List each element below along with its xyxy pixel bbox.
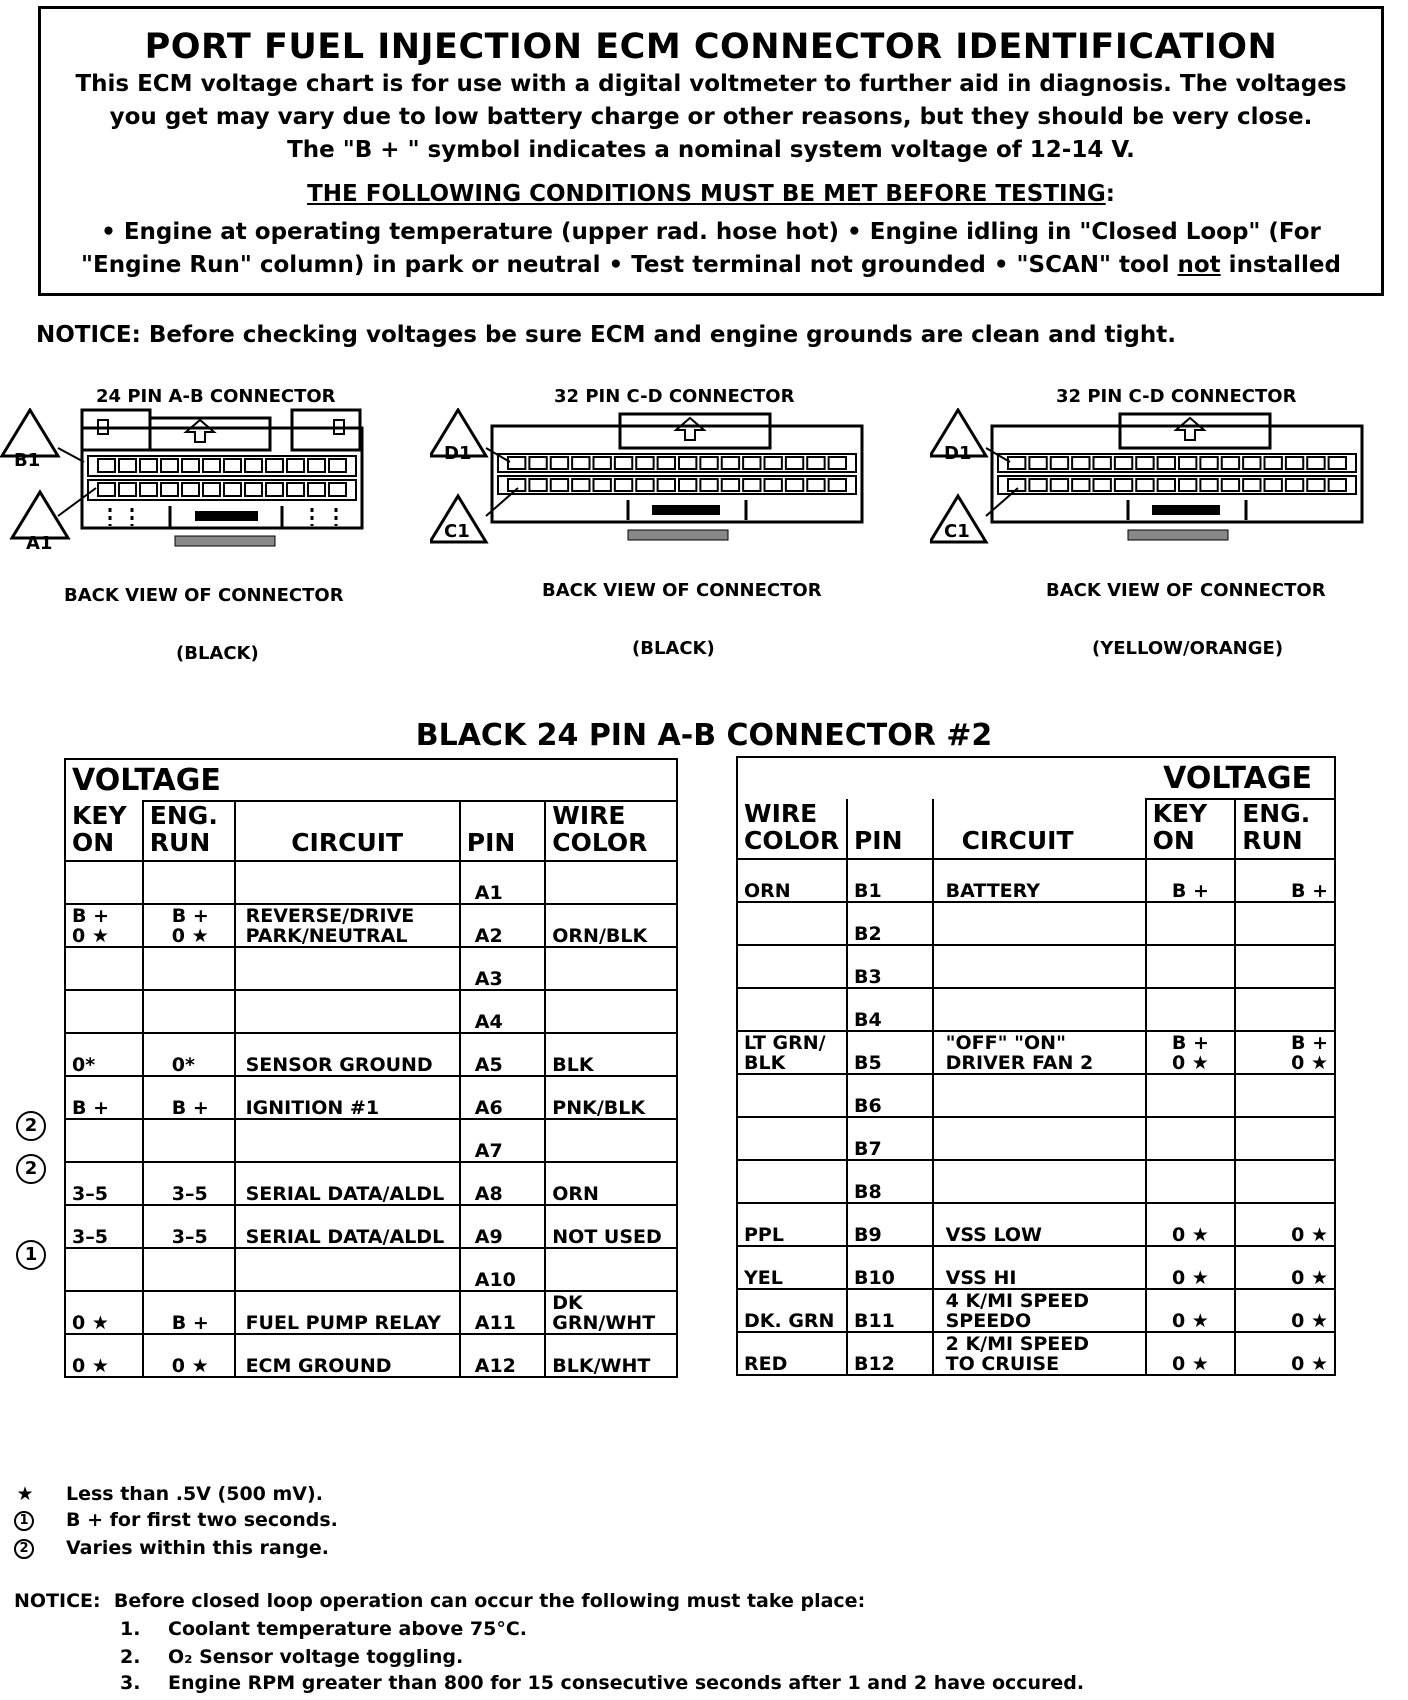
pin-cell: A6 [460, 1076, 546, 1119]
table-row [737, 1203, 1335, 1246]
pin-cavity [1222, 457, 1239, 469]
pin-cavity [1307, 479, 1324, 491]
pin-cavity [615, 479, 632, 491]
key-on-cell [65, 861, 143, 904]
wire-color-cell [737, 1117, 847, 1160]
pin-cavity [161, 459, 178, 472]
wire-color-cell: DK. GRN [737, 1289, 847, 1332]
key-on-cell: B + [65, 1076, 143, 1119]
eng-run-cell: 3–5 [143, 1162, 235, 1205]
pin-cavity [636, 479, 653, 491]
key-on-cell [1146, 902, 1236, 945]
circuit-cell [933, 1074, 1146, 1117]
notice-item-3-num: 3. [120, 1672, 141, 1694]
key-on-cell: 3–5 [65, 1205, 143, 1248]
pin-cavity [594, 479, 611, 491]
pin-cavity [224, 483, 241, 496]
pin-cell: A7 [460, 1119, 546, 1162]
intro-line-3: The "B + " symbol indicates a nominal system voltage of 12-14 V. [287, 137, 1135, 163]
table-row [65, 1033, 677, 1076]
pin-cavity [1051, 457, 1068, 469]
pin-cavity [245, 483, 262, 496]
pin-cavity [329, 483, 346, 496]
pin-cavity [700, 457, 717, 469]
connector-diagram-2 [430, 380, 900, 680]
key-on-cell: 0 ★ [1146, 1246, 1236, 1289]
table-row [737, 859, 1335, 902]
pin-cell: A10 [460, 1248, 546, 1291]
key-on-cell: 0 ★ [1146, 1203, 1236, 1246]
pin-cavity [308, 483, 325, 496]
circuit-cell: 2 K/MI SPEED TO CRUISE [933, 1332, 1146, 1375]
key-on-cell: 3–5 [65, 1162, 143, 1205]
pin-cavity [1029, 479, 1046, 491]
pin-cell: A11 [460, 1291, 546, 1334]
key-on-cell [65, 990, 143, 1033]
table-row [65, 1076, 677, 1119]
pin-cavity [203, 459, 220, 472]
wire-color-cell: BLK/WHT [545, 1334, 677, 1377]
table-row [737, 1031, 1335, 1074]
pin-cavity [1158, 457, 1175, 469]
header-eng-run: ENG. RUN [1235, 799, 1335, 859]
eng-run-cell [143, 1248, 235, 1291]
pin-cavity [224, 459, 241, 472]
pin-cavity [700, 479, 717, 491]
header-circuit: CIRCUIT [933, 799, 1146, 859]
pin-cavity [1179, 457, 1196, 469]
wire-color-cell: NOT USED [545, 1205, 677, 1248]
wire-color-cell: LT GRN/ BLK [737, 1031, 847, 1074]
connector-title: 32 PIN C-D CONNECTOR [554, 386, 795, 407]
table-row [737, 1332, 1335, 1375]
pin-cell: A9 [460, 1205, 546, 1248]
eng-run-cell [143, 947, 235, 990]
wire-color-cell: RED [737, 1332, 847, 1375]
pin-cavity [765, 479, 782, 491]
table-row [65, 1334, 677, 1377]
pin-cavity [807, 457, 824, 469]
table-row [737, 902, 1335, 945]
eng-run-cell: 0* [143, 1033, 235, 1076]
pin-cell: B6 [847, 1074, 933, 1117]
table-row [737, 988, 1335, 1031]
pin-label-c1: C1 [444, 521, 470, 542]
voltage-label: VOLTAGE [737, 757, 1335, 799]
pin-cavity [829, 457, 846, 469]
circuit-cell [933, 902, 1146, 945]
pin-cavity [1051, 479, 1068, 491]
intro-line-2: you get may vary due to low battery charge or other reasons, but they should be very close. [109, 104, 1313, 130]
key-on-cell [1146, 988, 1236, 1031]
pin-label-b1: B1 [14, 450, 41, 471]
pin-cavity [807, 479, 824, 491]
pin-cavity [287, 459, 304, 472]
wire-color-cell [545, 1119, 677, 1162]
wire-color-cell [737, 902, 847, 945]
key-on-cell [1146, 945, 1236, 988]
connector-32pin-drawing [930, 408, 1400, 568]
circuit-cell: VSS HI [933, 1246, 1146, 1289]
eng-run-cell [1235, 945, 1335, 988]
notice-item-3: Engine RPM greater than 800 for 15 consecutive seconds after 1 and 2 have occured. [168, 1672, 1085, 1694]
pin-cavity [1179, 479, 1196, 491]
wire-color-cell [737, 1160, 847, 1203]
pin-cavity [266, 459, 283, 472]
pin-cell: B2 [847, 902, 933, 945]
pin-cavity [329, 459, 346, 472]
table-row [737, 1289, 1335, 1332]
pin-cavity [287, 483, 304, 496]
pin-cavity [679, 479, 696, 491]
pin-cavity [636, 457, 653, 469]
table-row [737, 1074, 1335, 1117]
conditions-line-1: • Engine at operating temperature (upper rad. hose hot) • Engine idling in "Closed Loop" (For [101, 219, 1321, 245]
pin-cavity [140, 483, 157, 496]
key-on-cell [1146, 1117, 1236, 1160]
header-pin: PIN [847, 799, 933, 859]
voltage-label: VOLTAGE [65, 759, 677, 801]
eng-run-cell: 0 ★ [1235, 1332, 1335, 1375]
circuit-cell [933, 988, 1146, 1031]
table-row [65, 947, 677, 990]
eng-run-cell [1235, 1074, 1335, 1117]
pin-cell: A5 [460, 1033, 546, 1076]
pin-cell: B4 [847, 988, 933, 1031]
wire-color-cell: DK GRN/WHT [545, 1291, 677, 1334]
pin-cavity [1243, 479, 1260, 491]
pin-cavity [182, 459, 199, 472]
pin-cavity [786, 479, 803, 491]
circuit-cell: IGNITION #1 [235, 1076, 460, 1119]
pin-cavity [98, 483, 115, 496]
circuit-cell: SERIAL DATA/ALDL [235, 1205, 460, 1248]
pin-cavity [1286, 479, 1303, 491]
pin-cavity [529, 479, 546, 491]
pin-cell: A3 [460, 947, 546, 990]
pin-cavity [1072, 457, 1089, 469]
pin-cell: B1 [847, 859, 933, 902]
key-on-cell: B + 0 ★ [1146, 1031, 1236, 1074]
conditions-heading: THE FOLLOWING CONDITIONS MUST BE MET BEFORE TESTING: [307, 181, 1115, 207]
pin-cavity [308, 459, 325, 472]
eng-run-cell [143, 1119, 235, 1162]
pin-cell: A1 [460, 861, 546, 904]
key-on-cell: B + 0 ★ [65, 904, 143, 947]
pin-cavity [266, 483, 283, 496]
wire-color-cell: ORN [545, 1162, 677, 1205]
footnote-1: B + for first two seconds. [66, 1509, 338, 1531]
circuit-cell: 4 K/MI SPEED SPEEDO [933, 1289, 1146, 1332]
pin-cavity [1029, 457, 1046, 469]
pin-cavity [203, 483, 220, 496]
wire-color-cell: ORN [737, 859, 847, 902]
pin-cavity [658, 457, 675, 469]
pin-cavity [1008, 457, 1025, 469]
pin-cavity [1115, 479, 1132, 491]
table-row [737, 1160, 1335, 1203]
table-row [65, 861, 677, 904]
pin-cavity [1307, 457, 1324, 469]
wire-color-cell [737, 1074, 847, 1117]
header-eng-run: ENG. RUN [143, 801, 235, 861]
pin-cavity [615, 457, 632, 469]
key-on-cell: 0 ★ [65, 1334, 143, 1377]
wire-color-cell [545, 990, 677, 1033]
pin-cell: B10 [847, 1246, 933, 1289]
pin-cell: A4 [460, 990, 546, 1033]
pin-cavity [551, 457, 568, 469]
pin-cavity [551, 479, 568, 491]
circuit-cell: FUEL PUMP RELAY [235, 1291, 460, 1334]
eng-run-cell: B + [143, 1076, 235, 1119]
wire-color-cell: PPL [737, 1203, 847, 1246]
conditions-line-2: "Engine Run" column) in park or neutral • Test terminal not grounded • "SCAN" tool not installed [81, 252, 1341, 278]
wire-color-cell: YEL [737, 1246, 847, 1289]
pin-cavity [1094, 479, 1111, 491]
section-title: BLACK 24 PIN A-B CONNECTOR #2 [415, 718, 993, 753]
circle-2-symbol: 2 [14, 1539, 34, 1559]
pin-cavity [572, 457, 589, 469]
pin-cavity [1243, 457, 1260, 469]
circuit-cell: BATTERY [933, 859, 1146, 902]
eng-run-cell [143, 861, 235, 904]
footnote-star: Less than .5V (500 mV). [66, 1483, 323, 1505]
eng-run-cell: B + 0 ★ [1235, 1031, 1335, 1074]
key-on-cell: 0* [65, 1033, 143, 1076]
pin-cavity [1072, 479, 1089, 491]
pin-cell: A2 [460, 904, 546, 947]
eng-run-cell: B + [143, 1291, 235, 1334]
table-row [65, 1205, 677, 1248]
key-on-cell: 0 ★ [1146, 1289, 1236, 1332]
header-key-on: KEY ON [65, 801, 143, 861]
key-on-cell: 0 ★ [65, 1291, 143, 1334]
pin-cavity [679, 457, 696, 469]
key-on-cell [65, 947, 143, 990]
pin-cell: B12 [847, 1332, 933, 1375]
key-on-cell: 0 ★ [1146, 1332, 1236, 1375]
circuit-cell: VSS LOW [933, 1203, 1146, 1246]
connector-title: 24 PIN A-B CONNECTOR [96, 386, 336, 407]
table-row [65, 1291, 677, 1334]
wire-color-cell: ORN/BLK [545, 904, 677, 947]
star-symbol: ★ [16, 1483, 34, 1505]
pin-label-d1: D1 [444, 443, 472, 464]
header-box [38, 6, 1384, 296]
eng-run-cell [1235, 1160, 1335, 1203]
table-row [65, 1162, 677, 1205]
pin-cavity [98, 459, 115, 472]
note-marker-circle: 2 [16, 1154, 46, 1184]
pin-cell: A12 [460, 1334, 546, 1377]
connector-caption: BACK VIEW OF CONNECTOR [1046, 580, 1326, 601]
pin-cavity [743, 457, 760, 469]
circuit-cell: ECM GROUND [235, 1334, 460, 1377]
key-on-cell [1146, 1160, 1236, 1203]
pin-cell: A8 [460, 1162, 546, 1205]
header-key-on: KEY ON [1146, 799, 1236, 859]
wire-color-cell: PNK/BLK [545, 1076, 677, 1119]
pin-cavity [1286, 457, 1303, 469]
circuit-cell [933, 1160, 1146, 1203]
notice-item-2-num: 2. [120, 1646, 141, 1668]
pin-cell: B9 [847, 1203, 933, 1246]
eng-run-cell: 0 ★ [143, 1334, 235, 1377]
pin-cavity [182, 483, 199, 496]
notice-item-1-num: 1. [120, 1618, 141, 1640]
circuit-cell: REVERSE/DRIVE PARK/NEUTRAL [235, 904, 460, 947]
eng-run-cell: 0 ★ [1235, 1289, 1335, 1332]
connector-32pin-drawing [430, 408, 900, 568]
circuit-cell [933, 1117, 1146, 1160]
pin-cavity [1115, 457, 1132, 469]
connector-diagram-1 [0, 380, 400, 680]
pin-cell: B7 [847, 1117, 933, 1160]
connector-caption: BACK VIEW OF CONNECTOR [64, 585, 344, 606]
circuit-cell [235, 861, 460, 904]
table-row [65, 1119, 677, 1162]
circuit-cell: SERIAL DATA/ALDL [235, 1162, 460, 1205]
pin-cavity [658, 479, 675, 491]
wire-color-cell [545, 947, 677, 990]
pin-cavity [572, 479, 589, 491]
header-wire-color: WIRE COLOR [737, 799, 847, 859]
key-on-cell: B + [1146, 859, 1236, 902]
connector-color: (YELLOW/ORANGE) [1092, 638, 1284, 659]
wire-color-cell [737, 945, 847, 988]
key-on-cell [65, 1119, 143, 1162]
circuit-cell [235, 947, 460, 990]
eng-run-cell [143, 990, 235, 1033]
wire-color-cell: BLK [545, 1033, 677, 1076]
circuit-cell [235, 1119, 460, 1162]
pin-cavity [161, 483, 178, 496]
pin-cavity [1329, 479, 1346, 491]
pin-cavity [722, 457, 739, 469]
note-marker-circle: 1 [16, 1240, 46, 1270]
eng-run-cell: 3–5 [143, 1205, 235, 1248]
pin-cavity [829, 479, 846, 491]
pin-cavity [722, 479, 739, 491]
circuit-cell: "OFF" "ON" DRIVER FAN 2 [933, 1031, 1146, 1074]
wire-color-cell [737, 988, 847, 1031]
pin-cavity [1265, 457, 1282, 469]
connector-diagram-3 [930, 380, 1400, 680]
table-row [65, 904, 677, 947]
pin-cavity [119, 483, 136, 496]
notice-item-2: O₂ Sensor voltage toggling. [168, 1646, 464, 1668]
wire-color-cell [545, 1248, 677, 1291]
intro-line-1: This ECM voltage chart is for use with a digital voltmeter to further aid in diagnosis. The voltages [75, 71, 1347, 97]
header-pin: PIN [460, 801, 546, 861]
note-marker-circle: 2 [16, 1111, 46, 1141]
header-wire-color: WIRE COLOR [545, 801, 677, 861]
pin-cavity [1329, 457, 1346, 469]
pin-cavity [743, 479, 760, 491]
eng-run-cell: B + 0 ★ [143, 904, 235, 947]
eng-run-cell [1235, 988, 1335, 1031]
eng-run-cell: 0 ★ [1235, 1203, 1335, 1246]
page-title: PORT FUEL INJECTION ECM CONNECTOR IDENTIFICATION [144, 27, 1278, 67]
notice-grounds: NOTICE: Before checking voltages be sure ECM and engine grounds are clean and tight. [36, 322, 1177, 348]
circuit-cell [235, 1248, 460, 1291]
pin-label-a1: A1 [26, 533, 53, 554]
eng-run-cell: 0 ★ [1235, 1246, 1335, 1289]
table-row [737, 1117, 1335, 1160]
circuit-cell: SENSOR GROUND [235, 1033, 460, 1076]
pin-cavity [1136, 479, 1153, 491]
notice-closed-loop: NOTICE: Before closed loop operation can occur the following must take place: [14, 1590, 866, 1612]
pin-cavity [1265, 479, 1282, 491]
pin-cell: B8 [847, 1160, 933, 1203]
left-voltage-table [64, 758, 678, 1378]
pin-cell: B3 [847, 945, 933, 988]
table-row [65, 990, 677, 1033]
connector-title: 32 PIN C-D CONNECTOR [1056, 386, 1297, 407]
connector-color: (BLACK) [632, 638, 715, 659]
key-on-cell [1146, 1074, 1236, 1117]
wire-color-cell [545, 861, 677, 904]
eng-run-cell: B + [1235, 859, 1335, 902]
pin-cavity [1222, 479, 1239, 491]
pin-cavity [1136, 457, 1153, 469]
key-on-cell [65, 1248, 143, 1291]
connector-24pin-drawing [0, 408, 400, 568]
pin-cavity [119, 459, 136, 472]
pin-cell: B5 [847, 1031, 933, 1074]
circle-1-symbol: 1 [14, 1511, 34, 1531]
header-circuit: CIRCUIT [235, 801, 460, 861]
eng-run-cell [1235, 1117, 1335, 1160]
table-row [737, 1246, 1335, 1289]
pin-cavity [529, 457, 546, 469]
pin-cavity [245, 459, 262, 472]
connector-caption: BACK VIEW OF CONNECTOR [542, 580, 822, 601]
pin-cavity [1158, 479, 1175, 491]
pin-cavity [508, 457, 525, 469]
circuit-cell [933, 945, 1146, 988]
circuit-cell [235, 990, 460, 1033]
pin-cavity [1200, 479, 1217, 491]
pin-cavity [594, 457, 611, 469]
pin-label-d1: D1 [944, 443, 972, 464]
connector-color: (BLACK) [176, 643, 259, 664]
right-voltage-table [736, 756, 1336, 1376]
pin-label-c1: C1 [944, 521, 970, 542]
pin-cell: B11 [847, 1289, 933, 1332]
pin-cavity [140, 459, 157, 472]
table-row [737, 945, 1335, 988]
pin-cavity [765, 457, 782, 469]
pin-cavity [1094, 457, 1111, 469]
eng-run-cell [1235, 902, 1335, 945]
notice-item-1: Coolant temperature above 75°C. [168, 1618, 527, 1640]
table-row [65, 1248, 677, 1291]
pin-cavity [786, 457, 803, 469]
pin-cavity [1200, 457, 1217, 469]
footnote-2: Varies within this range. [66, 1537, 329, 1559]
